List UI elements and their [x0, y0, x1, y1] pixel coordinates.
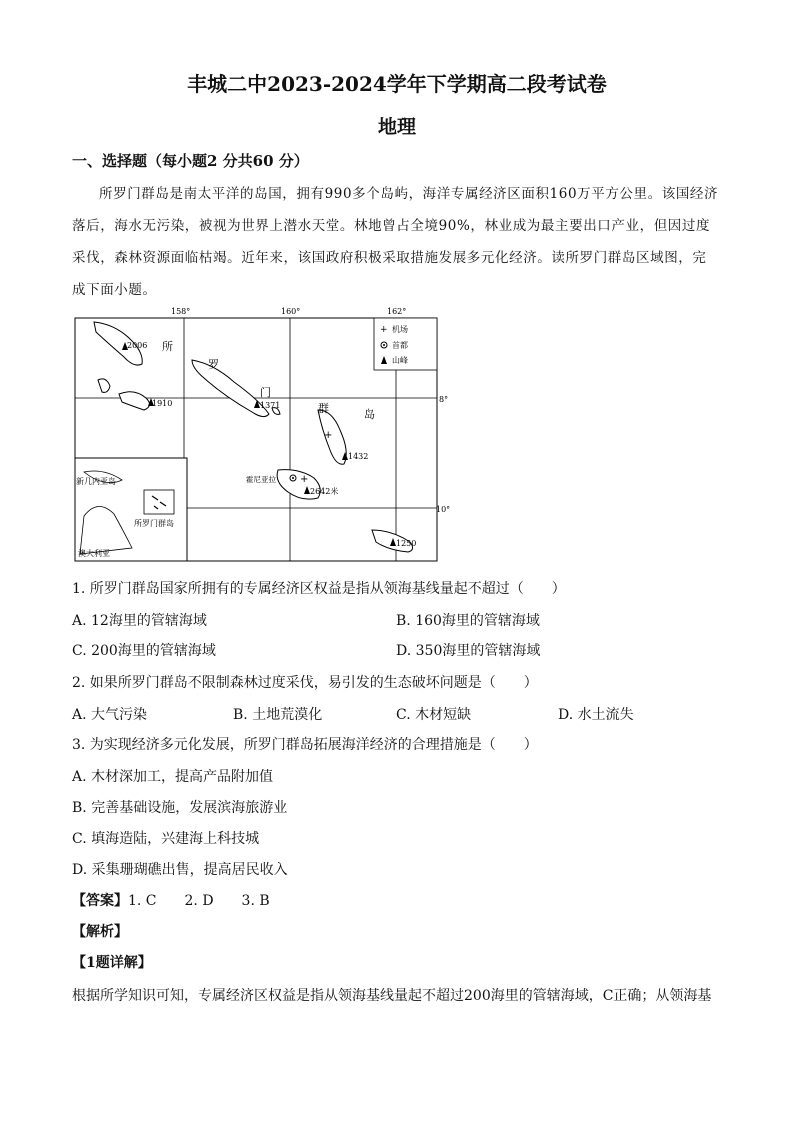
map-name-char-4: 群 [318, 402, 329, 415]
map-name-char-2: 罗 [208, 358, 219, 371]
peak-2642: 2642米 [310, 487, 339, 496]
map-name-char-5: 岛 [364, 408, 375, 421]
map-name-char-1: 所 [162, 340, 173, 353]
q2-option-d: D. 水土流失 [558, 707, 634, 723]
svg-text:+: + [380, 325, 388, 335]
q2-option-c: C. 木材短缺 [396, 707, 472, 723]
q3-option-b: B. 完善基础设施，发展滨海旅游业 [72, 800, 288, 816]
q2-option-b: B. 土地荒漠化 [233, 707, 323, 723]
intro-paragraph: 所罗门群岛是南太平洋的岛国，拥有990多个岛屿，海洋专属经济区面积160万平方公里。该国经济落后，海水无污染，被视为世界上潜水天堂。林地曾占全境90%，林业成为最主要出口产业，但因过度采伐，森林资源面临枯竭。近年来，该国政府积极采取措施发展多元化经济。读所罗门群岛区域图，完成下面小题。 [72, 186, 719, 298]
peak-1371: 1371 [260, 401, 281, 410]
inset-australia: 澳大利亚 [78, 549, 110, 558]
peak-1910: 1910 [152, 399, 173, 408]
detail-text: 根据所学知识可知，专属经济区权益是指从领海基线量起不超过200海里的管辖海域，C正确；从领海基 [72, 988, 712, 1004]
question-2-stem: 2. 如果所罗门群岛不限制森林过度采伐，易引发的生态破坏问题是（ ） [72, 675, 538, 691]
peak-2006: 2006 [127, 341, 148, 350]
q1-option-c: C. 200海里的管辖海域 [72, 643, 216, 659]
q1-option-b: B. 160海里的管辖海域 [396, 613, 540, 629]
lon-label-160: 160° [281, 307, 301, 316]
answer-tag: 【答案】 [72, 893, 128, 909]
svg-text:+: + [324, 430, 333, 441]
lon-label-162: 162° [387, 307, 407, 316]
q1-option-a: A. 12海里的管辖海域 [72, 613, 207, 629]
q3-option-c: C. 填海造陆，兴建海上科技城 [72, 831, 260, 847]
q2-option-a: A. 大气污染 [72, 707, 148, 723]
capital-label: 霍尼亚拉 [246, 475, 276, 484]
svg-text:+: + [300, 474, 309, 485]
exam-title: 丰城二中2023-2024学年下学期高二段考试卷 [187, 72, 607, 96]
legend-capital: 首都 [392, 341, 408, 350]
q1-option-d: D. 350海里的管辖海域 [396, 643, 541, 659]
subject-title: 地理 [377, 116, 416, 138]
answer-line [72, 890, 270, 910]
legend-peak: 山峰 [392, 356, 408, 365]
inset-solomon: 所罗门群岛 [134, 519, 174, 528]
section-heading: 一、选择题（每小题2 分共60 分） [72, 152, 309, 170]
lon-label-158: 158° [171, 307, 191, 316]
lat-label-8: 8° [439, 395, 449, 404]
detail-tag: 【1题详解】 [72, 955, 152, 971]
solomon-islands-map [74, 302, 451, 562]
map-name-char-3: 门 [260, 386, 271, 399]
q3-option-d: D. 采集珊瑚礁出售，提高居民收入 [72, 862, 288, 878]
lat-label-10: 10° [436, 505, 451, 514]
question-1-stem: 1. 所罗门群岛国家所拥有的专属经济区权益是指从领海基线量起不超过（ ） [72, 581, 566, 597]
question-3-stem: 3. 为实现经济多元化发展，所罗门群岛拓展海洋经济的合理措施是（ ） [72, 737, 538, 753]
analysis-tag: 【解析】 [72, 924, 128, 940]
peak-1250: 1250 [396, 539, 417, 548]
q3-option-a: A. 木材深加工，提高产品附加值 [72, 769, 274, 785]
answer-text: 1. C 2. D 3. B [128, 893, 270, 909]
legend-airport: 机场 [392, 325, 408, 334]
peak-1432: 1432 [348, 452, 369, 461]
inset-png: 新几内亚岛 [76, 477, 116, 486]
